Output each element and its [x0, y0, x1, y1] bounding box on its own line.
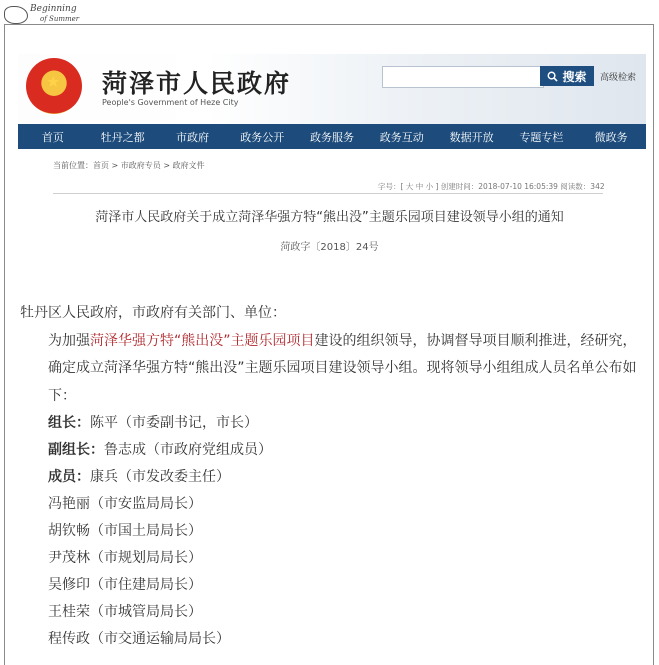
nav-item-government-interaction[interactable]: 政务互动 [379, 130, 424, 144]
member-line: 胡钦畅（市国土局局长） [48, 523, 202, 539]
site-subtitle: People's Government of Heze City [102, 98, 239, 107]
intro-post: 建设的组织领导，协调督导项目顺利推进，经研究，确定成立菏泽华强方特“熊出没”主题乐园项目建设领导小组。现将领导小组组成人员名单公布如下： [48, 332, 637, 404]
national-emblem-icon: ★ [26, 58, 82, 114]
watermark-logo [4, 4, 86, 26]
member-line: 王桂荣（市城管局局长） [48, 604, 202, 620]
deputy-role: 副组长： [48, 442, 104, 458]
nav-item-special-topics[interactable]: 专题专栏 [519, 130, 564, 144]
document-title: 菏泽市人民政府关于成立菏泽华强方特“熊出没”主题乐园项目建设领导小组的通知 [95, 210, 564, 225]
watermark-line2: of Summer [40, 15, 80, 23]
doodle-icon [4, 6, 28, 24]
nav-item-open-data[interactable]: 数据开放 [449, 130, 494, 144]
search-button-label: 搜索 [562, 69, 587, 84]
search-input[interactable] [382, 66, 544, 88]
leader-name: 陈平（市委副书记，市长） [90, 415, 258, 431]
deputy-line [20, 437, 650, 464]
nav-item-home[interactable]: 首页 [41, 130, 64, 144]
project-highlight: 菏泽华强方特“熊出没”主题乐园项目 [90, 332, 315, 349]
deputy-name: 鲁志成（市政府党组成员） [104, 442, 272, 458]
members-role: 成员： [48, 469, 90, 485]
salutation: 牡丹区人民政府，市政府有关部门、单位： [20, 305, 286, 321]
breadcrumb[interactable]: 当前位置：首页 > 市政府专员 > 政府文件 [53, 161, 205, 170]
member-line: 尹茂林（市规划局局长） [48, 550, 202, 566]
intro-pre: 为加强 [48, 332, 90, 349]
advanced-search-link[interactable]: 高级检索 [600, 73, 637, 83]
nav-item-peony-capital[interactable]: 牡丹之都 [100, 130, 145, 144]
member-name: 康兵（市发改委主任） [90, 469, 230, 485]
intro-paragraph [20, 328, 650, 411]
leader-line [20, 410, 650, 437]
nav-item-micro-government[interactable]: 微政务 [594, 130, 628, 144]
divider [53, 193, 603, 194]
site-title: 菏泽市人民政府 [102, 69, 292, 98]
main-nav [18, 124, 646, 149]
member-line: 吴修印（市住建局局长） [48, 577, 202, 593]
search-button[interactable] [540, 66, 594, 86]
leader-role: 组长： [48, 415, 90, 431]
member-line [20, 464, 650, 491]
nav-item-government-affairs-disclosure[interactable]: 政务公开 [240, 130, 285, 144]
article-meta: 字号：[ 大 中 小 ] 创建时间：2018-07-10 16:05:39 阅读数：342 [378, 182, 605, 191]
nav-item-government-services[interactable]: 政务服务 [310, 130, 355, 144]
member-line: 冯艳丽（市安监局局长） [48, 496, 202, 512]
watermark-line1: Beginning [30, 4, 77, 14]
document-number: 菏政字〔2018〕24号 [280, 242, 379, 253]
member-line: 程传政（市交通运输局局长） [48, 631, 230, 647]
site-header [18, 54, 646, 124]
search-icon [547, 71, 558, 82]
nav-item-city-government[interactable]: 市政府 [175, 130, 209, 144]
document-body [20, 300, 650, 653]
